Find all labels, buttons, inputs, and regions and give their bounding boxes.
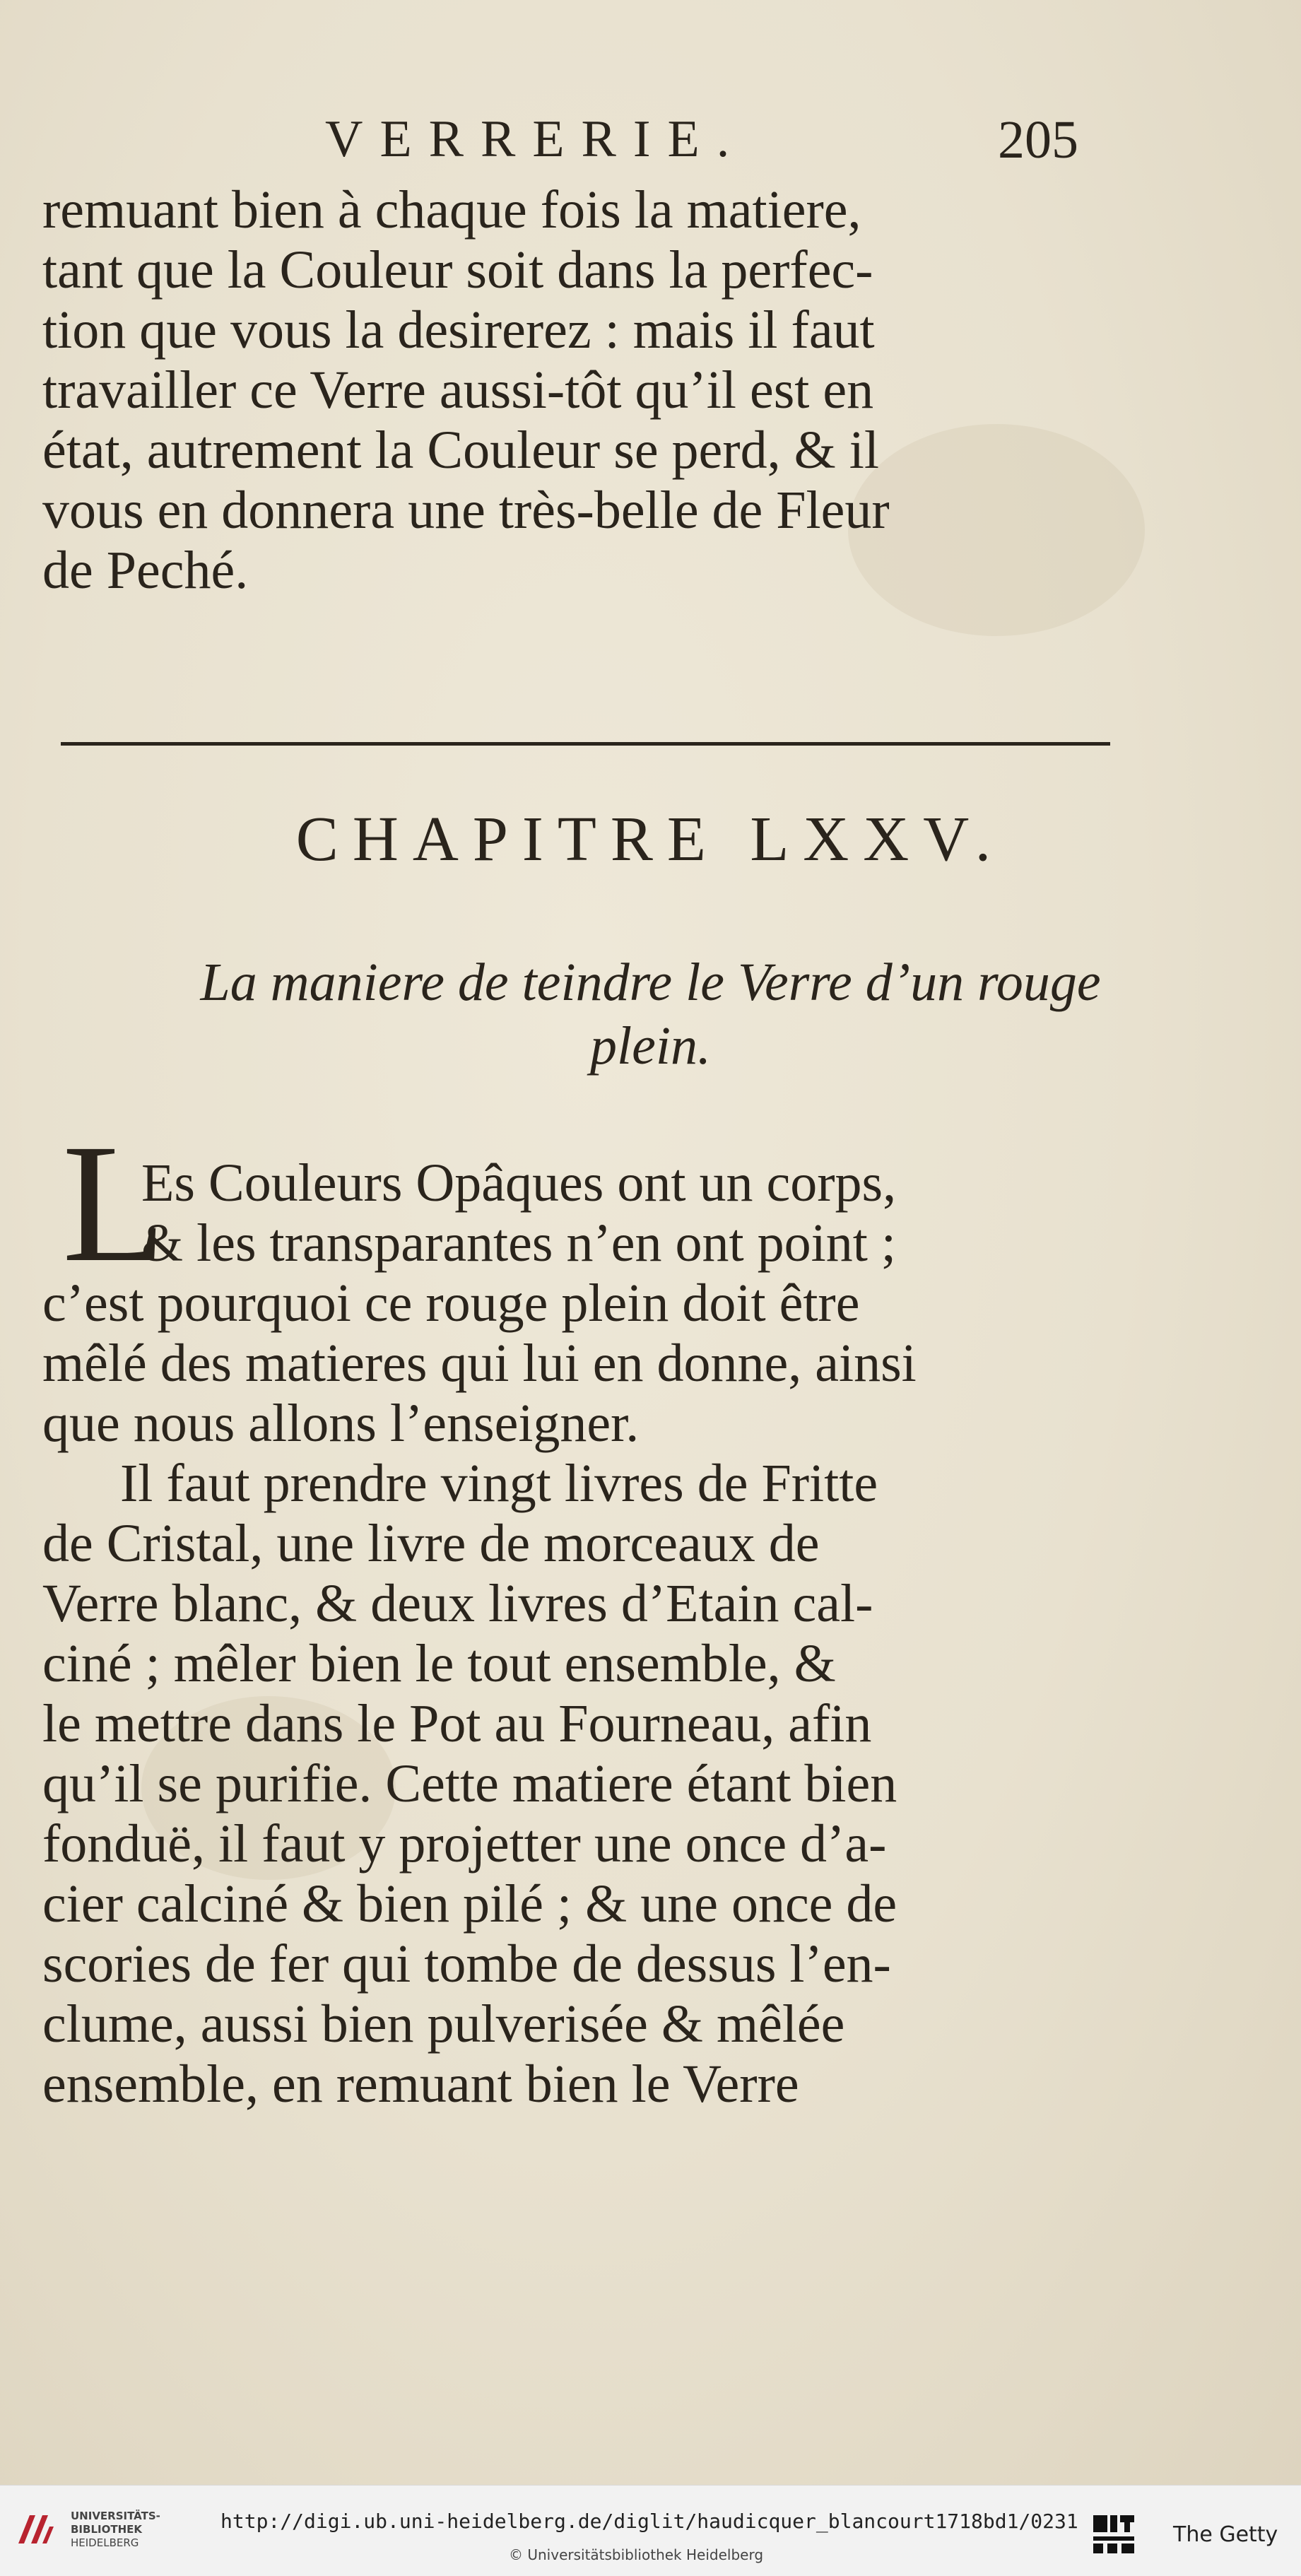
text-line: le mettre dans le Pot au Fourneau, afin [42, 1694, 872, 1753]
university-logo-icon [14, 2508, 58, 2552]
institution-line: BIBLIOTHEK [71, 2523, 142, 2536]
partner-name: The Getty [1173, 2522, 1278, 2547]
text-line: qu’il se purifie. Cette matiere étant bien [42, 1754, 897, 1813]
text-line: Es Couleurs Opâques ont un corps, [141, 1153, 897, 1213]
text-line: de Cristal, une livre de morceaux de [42, 1514, 820, 1573]
chapter-heading: CHAPITRE LXXV. [295, 804, 1006, 874]
text-line: état, autrement la Couleur se perd, & il [42, 420, 879, 480]
body-paragraphs [42, 1153, 1145, 2115]
text-line: travailler ce Verre aussi-tôt qu’il est en [42, 360, 874, 420]
running-title: VERRERIE. [325, 110, 747, 168]
text-line: ensemble, en remuant bien le Verre [42, 2054, 799, 2114]
text-line: ciné ; mêler bien le tout ensemble, & [42, 1634, 836, 1693]
text-line: mêlé des matieres qui lui en donne, ainsi [42, 1334, 917, 1393]
text-line: vous en donnera une très-belle de Fleur [42, 481, 890, 540]
text-line: remuant bien à chaque fois la matiere, [42, 180, 861, 240]
text-line: fonduë, il faut y projetter une once d’a- [42, 1814, 887, 1874]
subtitle-line: plein. [590, 1016, 711, 1076]
text-line: tion que vous la desirerez : mais il faut [42, 300, 875, 360]
top-paragraph [42, 180, 1145, 601]
subtitle-line: La maniere de teindre le Verre d’un rouge [200, 953, 1101, 1012]
institution-line: HEIDELBERG [71, 2536, 139, 2549]
chapter-subtitle [0, 951, 1301, 1078]
text-line: scories de fer qui tombe de dessus l’en- [42, 1934, 891, 1994]
text-line: tant que la Couleur soit dans la perfec- [42, 240, 873, 300]
drop-cap: L [62, 1109, 166, 1297]
text-line: de Peché. [42, 541, 249, 600]
viewer-footer [0, 2485, 1301, 2576]
text-line: & les transparantes n’en ont point ; [141, 1213, 896, 1273]
institution-line: UNIVERSITÄTS- [71, 2510, 160, 2522]
section-rule [61, 742, 1110, 746]
text-line: Il faut prendre vingt livres de Fritte [120, 1454, 878, 1513]
text-line: Verre blanc, & deux livres d’Etain cal- [42, 1574, 873, 1633]
permalink-url[interactable]: http://digi.ub.uni-heidelberg.de/diglit/haudicquer_blancourt1718bd1/0231 [220, 2510, 1078, 2533]
university-name [71, 2510, 160, 2550]
text-line: cier calciné & bien pilé ; & une once de [42, 1874, 897, 1934]
text-line: que nous allons l’enseigner. [42, 1394, 640, 1453]
getty-logo-icon [1092, 2512, 1147, 2556]
text-line: c’est pourquoi ce rouge plein doit être [42, 1274, 860, 1333]
page-number: 205 [998, 110, 1078, 170]
copyright-notice: © Universitätsbibliothek Heidelberg [509, 2546, 764, 2563]
text-line: clume, aussi bien pulverisée & mêlée [42, 1994, 845, 2054]
